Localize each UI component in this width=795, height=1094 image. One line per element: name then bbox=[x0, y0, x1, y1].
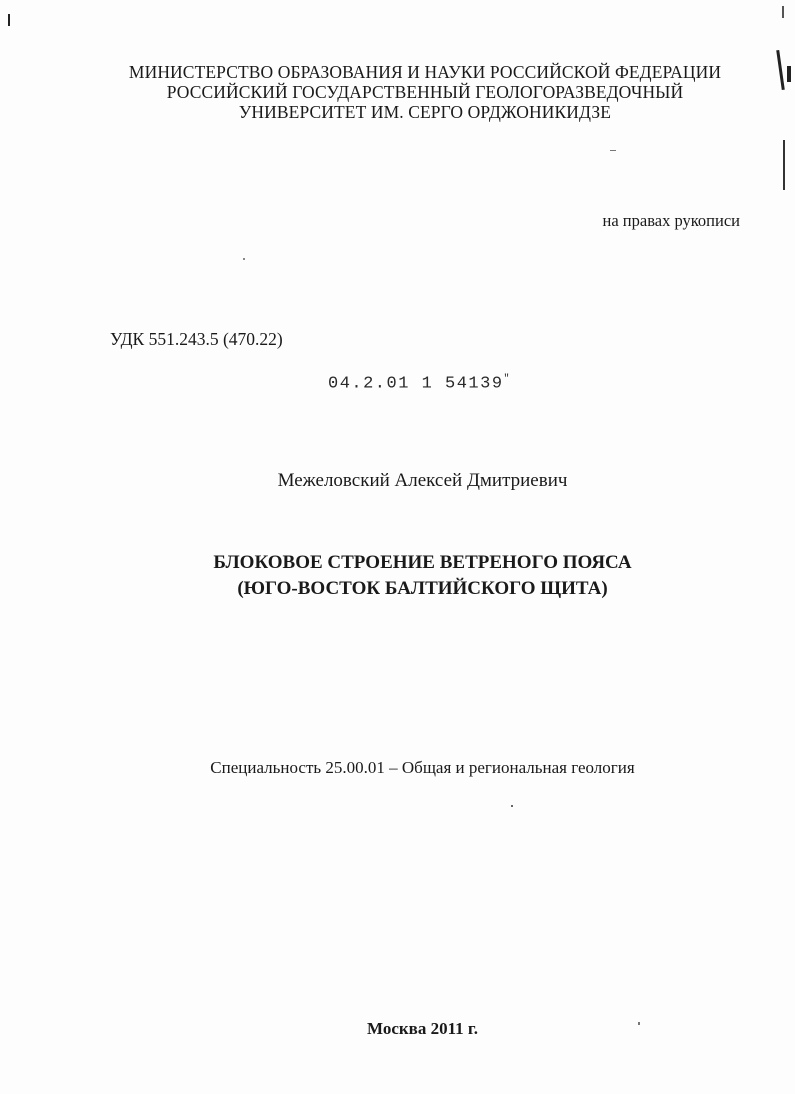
author-name: Межеловский Алексей Дмитриевич bbox=[277, 470, 568, 491]
stamp-number: 04.2.01 1 54139 bbox=[328, 374, 504, 394]
institution-header bbox=[0, 62, 795, 122]
scan-artifact bbox=[511, 805, 513, 807]
udc-code: УДК 551.243.5 (470.22) bbox=[110, 329, 283, 349]
header-line-university-name: УНИВЕРСИТЕТ ИМ. СЕРГО ОРДЖОНИКИДЗЕ bbox=[238, 102, 612, 122]
scan-artifact bbox=[243, 258, 245, 260]
scan-artifact bbox=[787, 66, 791, 82]
scan-artifact bbox=[610, 150, 616, 151]
scan-artifact bbox=[638, 1022, 640, 1025]
manuscript-rights-note: на правах рукописи bbox=[602, 211, 740, 230]
city-year: Москва 2011 г. bbox=[367, 1019, 478, 1038]
thesis-title bbox=[0, 550, 795, 602]
header-line-university: РОССИЙСКИЙ ГОСУДАРСТВЕННЫЙ ГЕОЛОГОРАЗВЕДОЧНЫЙ bbox=[166, 82, 684, 102]
scan-artifact bbox=[782, 6, 784, 18]
registration-stamp bbox=[328, 374, 511, 394]
stamp-mark: " bbox=[503, 374, 512, 385]
specialty-line: Специальность 25.00.01 – Общая и региональная геология bbox=[210, 758, 635, 777]
scan-artifact bbox=[8, 14, 10, 26]
title-line-1: БЛОКОВОЕ СТРОЕНИЕ ВЕТРЕНОГО ПОЯСА bbox=[213, 552, 632, 573]
header-line-ministry: МИНИСТЕРСТВО ОБРАЗОВАНИЯ И НАУКИ РОССИЙСКОЙ ФЕДЕРАЦИИ bbox=[128, 62, 722, 82]
scan-artifact bbox=[783, 140, 785, 190]
title-line-2: (ЮГО-ВОСТОК БАЛТИЙСКОГО ЩИТА) bbox=[237, 578, 608, 599]
